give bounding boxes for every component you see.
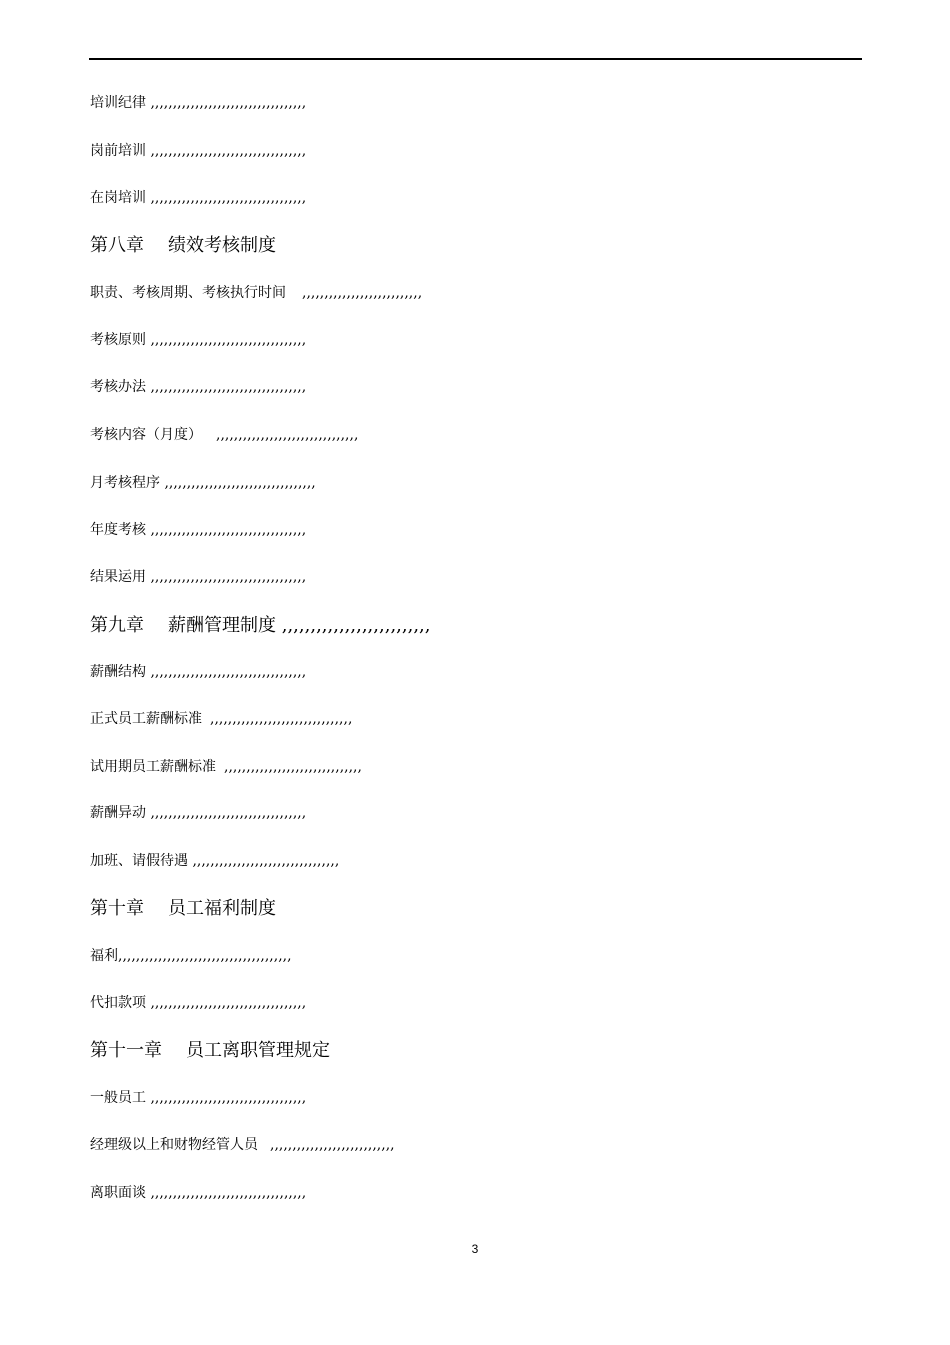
toc-entry-title: 考核办法: [90, 379, 146, 395]
toc-entry-title: 离职面谈: [90, 1185, 146, 1201]
toc-entry-title: 考核原则: [90, 332, 146, 348]
toc-entry-title: 职责、考核周期、考核执行时间: [90, 285, 286, 301]
toc-entry-overtime-leave-pay[interactable]: [90, 854, 339, 868]
toc-entry-title: 正式员工薪酬标准: [90, 711, 202, 727]
toc-chapter-8[interactable]: [90, 237, 276, 255]
toc-leader: ,,,,,,,,,,,,,,,,,,,,,,,,,,,,,,,,: [210, 711, 353, 727]
page-number: 3: [471, 1242, 479, 1256]
toc-leader: ,,,,,,,,,,,,,,,,,,,,,,,,,,,,,,,,,,,: [150, 995, 307, 1011]
toc-entry-title: 代扣款项: [90, 995, 146, 1011]
toc-entry-pre-job-training[interactable]: [90, 144, 306, 158]
toc-entry-formal-salary-standard[interactable]: [90, 712, 352, 726]
toc-leader: ,,,,,,,,,,,,,,,,,,,,,,,,,,,,,,,,,,,,,,,: [118, 948, 292, 964]
toc-leader: ,,,,,,,,,,,,,,,,,,,,,,,,,,,,,,,,,,,: [150, 522, 307, 538]
toc-leader: ,,,,,,,,,,,,,,,,,,,,,,,,,,,,,,,,,: [192, 853, 340, 869]
toc-leader: ,,,,,,,,,,,,,,,,,,,,,,,,,,,,,,,,,,,: [150, 805, 307, 821]
toc-entry-title: 月考核程序: [90, 475, 160, 491]
toc-leader: ,,,,,,,,,,,,,,,,,,,,,,,,,,,,,,,,,,,: [150, 379, 307, 395]
toc-leader: ,,,,,,,,,,,,,,,,,,,,,,,,,,,,,,,: [224, 759, 362, 775]
toc-entry-general-staff[interactable]: [90, 1091, 306, 1105]
toc-entry-monthly-procedure[interactable]: [90, 476, 316, 490]
chapter-number: 第八章: [90, 235, 144, 256]
chapter-title: 薪酬管理制度: [168, 615, 276, 636]
chapter-number: 第十章: [90, 898, 144, 919]
toc-entry-on-job-training[interactable]: [90, 191, 306, 205]
toc-chapter-11[interactable]: [90, 1042, 330, 1060]
toc-entry-duties-cycle-time[interactable]: [90, 286, 422, 300]
toc-entry-annual-assessment[interactable]: [90, 523, 306, 537]
chapter-number: 第九章: [90, 615, 144, 636]
toc-entry-title: 考核内容（月度）: [90, 427, 202, 443]
toc-leader: ,,,,,,,,,,,,,,,,,,,,,,,,,,,,,,,,,,,: [150, 569, 307, 585]
toc-entry-title: 年度考核: [90, 522, 146, 538]
toc-entry-withholdings[interactable]: [90, 996, 306, 1010]
toc-entry-benefits[interactable]: [90, 949, 292, 963]
toc-leader: ,,,,,,,,,,,,,,,,,,,,,,,,,,,,,,,,,,,: [150, 1090, 307, 1106]
toc-leader: ,,,,,,,,,,,,,,,,,,,,,,,,,,,,,,,,,,,: [150, 332, 307, 348]
header-rule: [89, 58, 862, 60]
toc-entry-title: 试用期员工薪酬标准: [90, 759, 216, 775]
chapter-number: 第十一章: [90, 1040, 162, 1061]
toc-leader: ,,,,,,,,,,,,,,,,,,,,,,,,,,,,,,,,,,,: [150, 664, 307, 680]
toc-leader: ,,,,,,,,,,,,,,,,,,,,,,,,,,,,,,,,,,,: [150, 190, 307, 206]
toc-entry-managers-and-finance-staff[interactable]: [90, 1138, 395, 1152]
toc-leader: ,,,,,,,,,,,,,,,,,,,,,,,,,,,,,,,,,,,: [150, 1185, 307, 1201]
toc-entry-result-application[interactable]: [90, 570, 306, 584]
toc-entry-title: 岗前培训: [90, 143, 146, 159]
toc-entry-title: 在岗培训: [90, 190, 146, 206]
toc-entry-title: 经理级以上和财物经管人员: [90, 1137, 258, 1153]
toc-entry-assessment-methods[interactable]: [90, 380, 306, 394]
toc-entry-assessment-principles[interactable]: [90, 333, 306, 347]
toc-entry-probation-salary-standard[interactable]: [90, 760, 362, 774]
toc-leader: ,,,,,,,,,,,,,,,,,,,,,,,,,,,,: [270, 1137, 395, 1153]
chapter-title: 员工离职管理规定: [186, 1040, 330, 1061]
chapter-title: 绩效考核制度: [168, 235, 276, 256]
toc-entry-title: 薪酬异动: [90, 805, 146, 821]
toc-chapter-9[interactable]: [90, 617, 431, 635]
toc-entry-title: 培训纪律: [90, 95, 146, 111]
toc-entry-salary-structure[interactable]: [90, 665, 306, 679]
toc-leader: ,,,,,,,,,,,,,,,,,,,,,,,,,,,: [302, 285, 423, 301]
toc-chapter-10[interactable]: [90, 900, 276, 918]
toc-leader: ,,,,,,,,,,,,,,,,,,,,,,,,,,,,,,,,,,,: [150, 143, 307, 159]
toc-entry-exit-interview[interactable]: [90, 1186, 306, 1200]
toc-leader: ,,,,,,,,,,,,,,,,,,,,,,,,,,,,,,,,: [216, 427, 359, 443]
toc-entry-title: 一般员工: [90, 1090, 146, 1106]
chapter-title: 员工福利制度: [168, 898, 276, 919]
toc-leader: ,,,,,,,,,,,,,,,,,,,,,,,,,,,,,,,,,,: [164, 475, 316, 491]
toc-entry-title: 薪酬结构: [90, 664, 146, 680]
toc-entry-training-discipline[interactable]: [90, 96, 306, 110]
toc-entry-title: 加班、请假待遇: [90, 853, 188, 869]
toc-leader: ,,,,,,,,,,,,,,,,,,,,,,,,,,,,,,,,,,,: [150, 95, 307, 111]
toc-entry-title: 福利: [90, 948, 118, 964]
toc-leader: ,,,,,,,,,,,,,,,,,,,,,,,,,,: [281, 615, 431, 636]
toc-entry-title: 结果运用: [90, 569, 146, 585]
toc-entry-monthly-content[interactable]: [90, 428, 358, 442]
toc-entry-salary-changes[interactable]: [90, 806, 306, 820]
